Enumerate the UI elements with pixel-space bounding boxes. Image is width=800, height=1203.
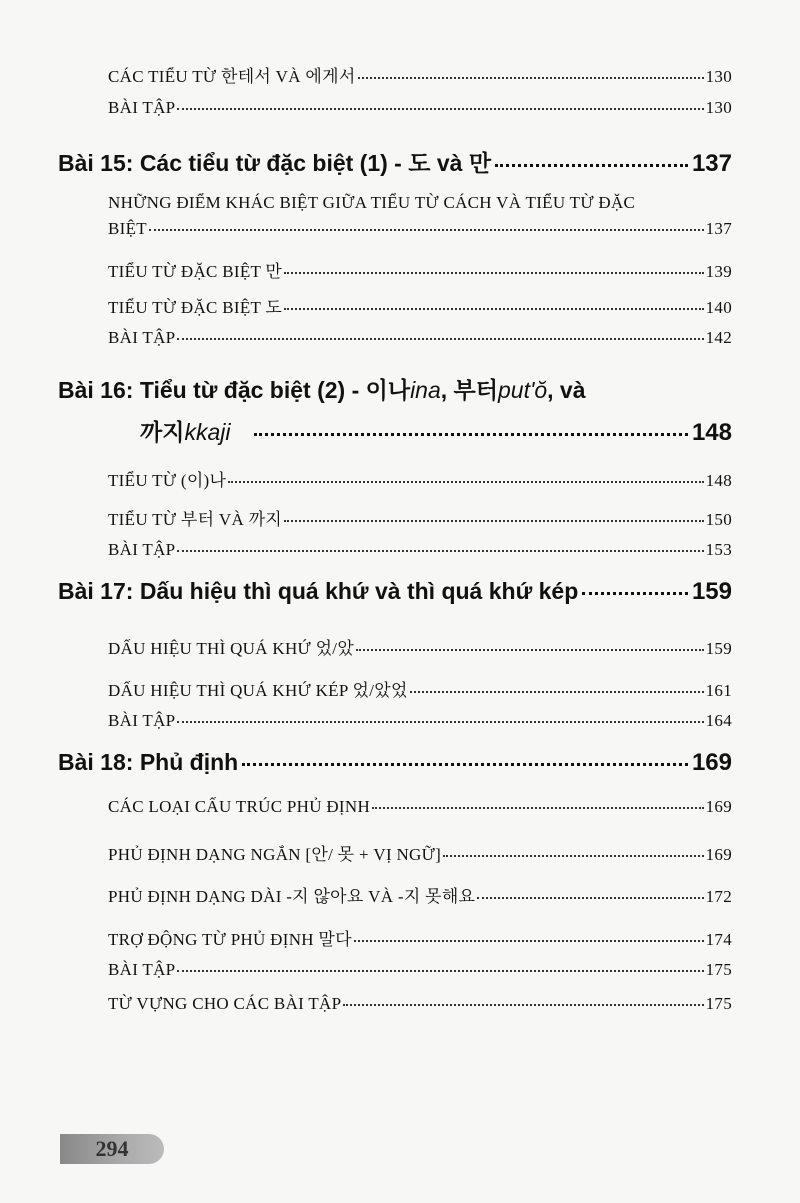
toc-entry-label: NHỮNG ĐIỂM KHÁC BIỆT GIỮA TIỂU TỪ CÁCH VÀ TIỂU TỪ ĐẶC	[108, 193, 636, 212]
toc-entry	[108, 993, 732, 1014]
dot-leader	[495, 148, 688, 167]
toc-entry	[108, 257, 732, 282]
toc-entry-page: 161	[705, 681, 732, 700]
lesson-title: Bài 15: Các tiểu từ đặc biệt (1) - 도 và 만	[58, 150, 492, 176]
lesson-title-part: , 부터	[440, 377, 498, 403]
toc-entry-page: 164	[705, 710, 732, 730]
toc-entry-label: PHỦ ĐỊNH DẠNG NGẮN [안/ 못 + VỊ NGỮ]	[108, 845, 442, 864]
lesson-title-part: , và	[547, 377, 586, 403]
toc-entry	[108, 882, 732, 907]
toc-entry	[108, 62, 732, 87]
toc-entry	[108, 676, 732, 701]
toc-entry	[108, 97, 732, 118]
toc-entry-page: 169	[705, 845, 732, 864]
lesson-title: Bài 17: Dấu hiệu thì quá khứ và thì quá khứ kép	[58, 578, 579, 604]
toc-entry-label: PHỦ ĐỊNH DẠNG DÀI -지 않아요 VÀ -지 못해요	[108, 887, 476, 906]
lesson-title-romanization: put'ŏ	[497, 377, 548, 403]
dot-leader	[242, 747, 688, 766]
dot-leader	[177, 536, 703, 552]
toc-entry-label: BÀI TẬP	[108, 539, 176, 559]
dot-leader	[177, 707, 703, 723]
dot-leader	[372, 793, 704, 809]
toc-entry	[108, 327, 732, 348]
toc-entry-label: CÁC TIỂU TỪ 한테서 VÀ 에게서	[108, 67, 356, 86]
dot-leader	[284, 294, 703, 310]
lesson-page: 137	[691, 150, 732, 177]
dot-leader	[582, 576, 688, 595]
toc-entry-page: 130	[705, 97, 732, 117]
toc-entry	[108, 466, 732, 491]
toc-entry-label: BÀI TẬP	[108, 959, 176, 979]
toc-entry-label: BÀI TẬP	[108, 710, 176, 730]
toc-entry-label: TIỂU TỪ 부터 VÀ 까지	[108, 510, 283, 529]
toc-entry	[108, 796, 732, 817]
toc-entry-label: CÁC LOẠI CẤU TRÚC PHỦ ĐỊNH	[108, 796, 371, 816]
toc-entry-label: TIỂU TỪ (이)나	[108, 471, 227, 490]
toc-entry-page: 150	[705, 510, 732, 529]
lesson-page: 159	[691, 578, 732, 605]
toc-entry	[108, 959, 732, 980]
page-number: 294	[95, 1136, 129, 1161]
lesson-15-heading	[58, 145, 732, 178]
toc-entry-page: 174	[705, 930, 732, 949]
dot-leader	[356, 635, 704, 651]
toc-entry-label: TRỢ ĐỘNG TỪ PHỦ ĐỊNH 말다	[108, 930, 352, 949]
lesson-16-heading	[58, 372, 732, 405]
toc-entry-wrapped	[108, 190, 732, 242]
toc-entry	[108, 840, 732, 865]
toc-entry-label: BÀI TẬP	[108, 97, 176, 117]
page-number-tab	[60, 1134, 164, 1164]
dot-leader	[284, 506, 704, 522]
dot-leader	[177, 94, 703, 110]
dot-leader	[477, 883, 703, 899]
toc-entry-page: 148	[705, 471, 732, 490]
toc-entry-page: 142	[705, 327, 732, 347]
lesson-page: 169	[691, 749, 732, 776]
toc-entry	[108, 505, 732, 530]
lesson-17-heading	[58, 578, 732, 606]
toc-entry-page: 175	[705, 959, 732, 979]
dot-leader	[343, 990, 703, 1006]
dot-leader	[284, 258, 703, 274]
toc-entry-page: 175	[705, 993, 732, 1013]
toc-entry-label: TIỂU TỪ ĐẶC BIỆT 도	[108, 298, 283, 317]
toc-entry-page: 140	[705, 298, 732, 317]
lesson-title-part: 까지	[140, 419, 185, 445]
toc-entry	[108, 925, 732, 950]
dot-leader	[228, 467, 703, 483]
toc-entry-line2	[108, 216, 732, 242]
toc-entry-label-cont: BIỆT	[108, 219, 147, 238]
toc-entry-page: 172	[705, 887, 732, 906]
dot-leader	[443, 841, 704, 857]
toc-entry-label: DẤU HIỆU THÌ QUÁ KHỨ KÉP 었/았었	[108, 681, 408, 700]
lesson-title-romanization: kkaji	[184, 419, 231, 445]
toc-entry-label: BÀI TẬP	[108, 327, 176, 347]
lesson-title: Bài 18: Phủ định	[58, 749, 239, 775]
toc-entry	[108, 539, 732, 560]
toc-entry	[108, 293, 732, 318]
toc-entry-page: 139	[705, 262, 732, 281]
toc-entry-label: TỪ VỰNG CHO CÁC BÀI TẬP	[108, 993, 342, 1013]
toc-entry-label: TIỂU TỪ ĐẶC BIỆT 만	[108, 262, 283, 281]
dot-leader	[354, 926, 704, 942]
dot-leader	[177, 324, 703, 340]
lesson-16-heading-line2	[140, 414, 732, 447]
toc-entry-page: 137	[705, 219, 732, 238]
toc-entry-label: DẤU HIỆU THÌ QUÁ KHỨ 었/았	[108, 639, 355, 658]
toc-entry	[108, 710, 732, 731]
dot-leader	[149, 215, 704, 231]
dot-leader	[177, 956, 703, 972]
lesson-title-romanization: ina	[410, 377, 441, 403]
toc-entry-page: 130	[705, 67, 732, 86]
lesson-page: 148	[691, 419, 732, 446]
toc-entry-page: 169	[705, 796, 732, 816]
dot-leader	[254, 417, 688, 436]
lesson-18-heading	[58, 749, 732, 777]
toc-entry-page: 159	[705, 639, 732, 658]
dot-leader	[410, 677, 704, 693]
dot-leader	[358, 63, 704, 79]
toc-entry	[108, 634, 732, 659]
toc-entry-page: 153	[705, 539, 732, 559]
lesson-title-part: Bài 16: Tiểu từ đặc biệt (2) - 이나	[58, 377, 411, 403]
